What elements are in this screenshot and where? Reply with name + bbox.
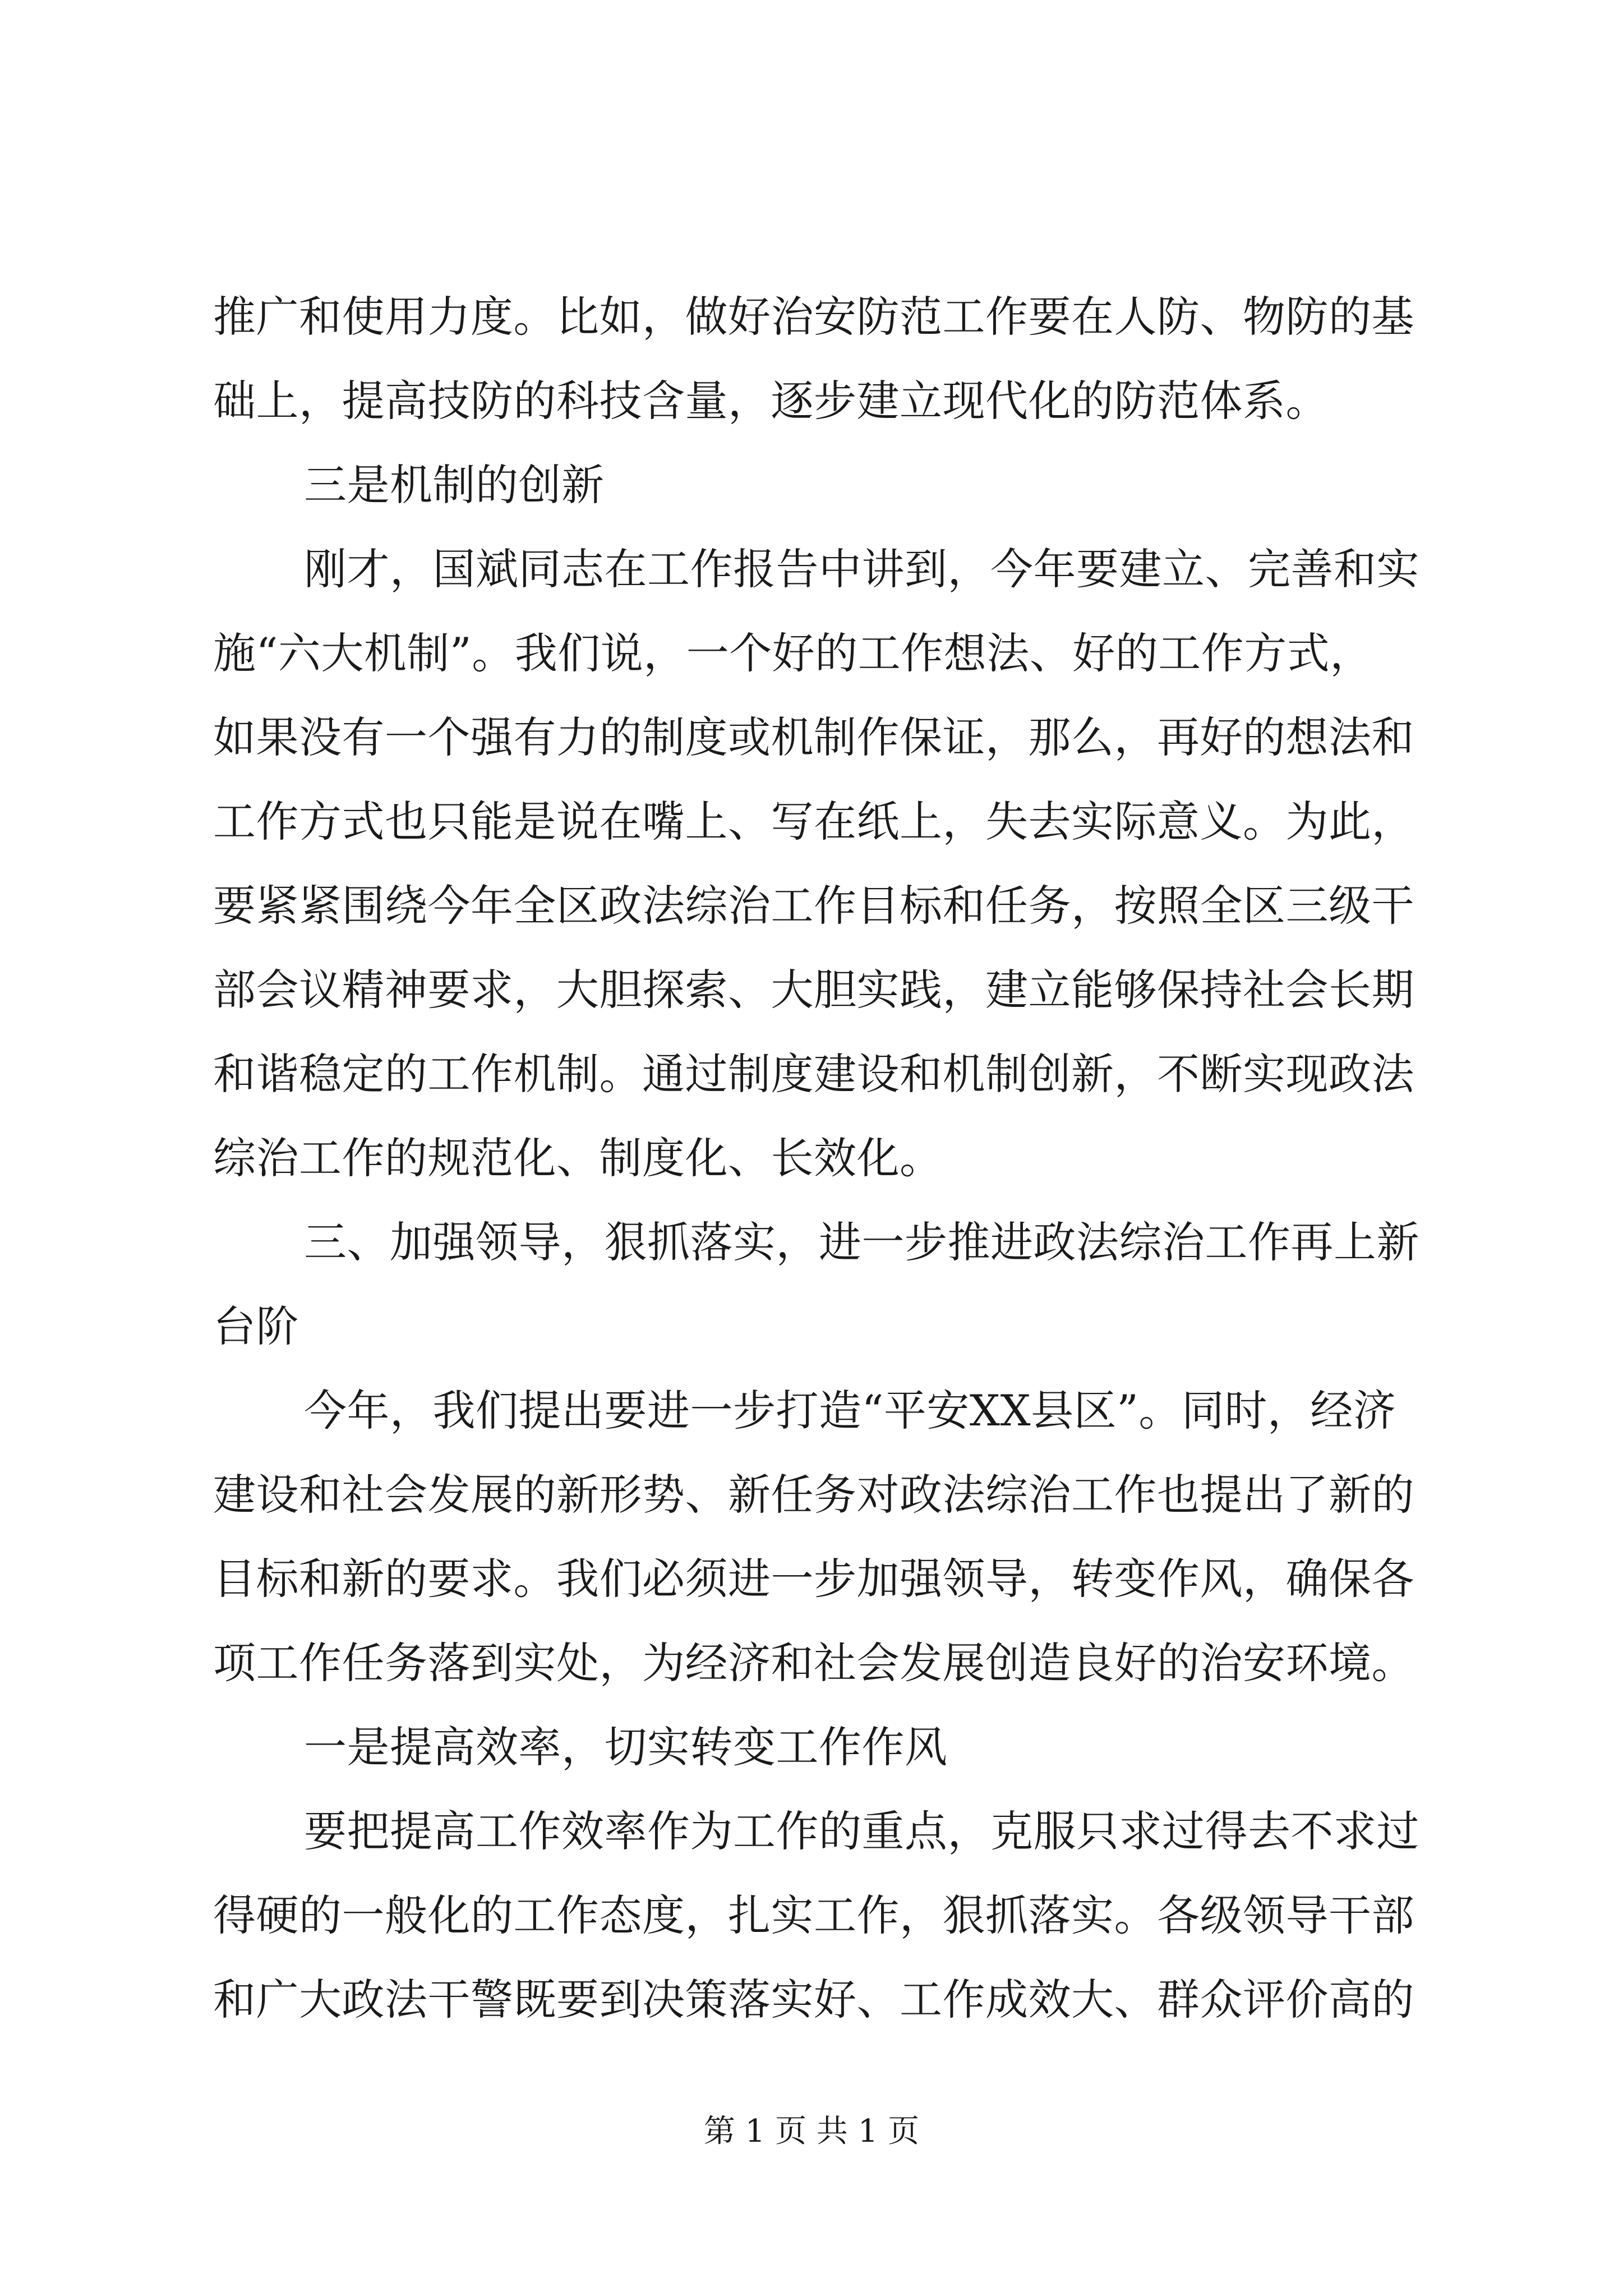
text-line: 础上，提高技防的科技含量，逐步建立现代化的防范体系。 — [213, 376, 1329, 426]
text-line: 工作方式也只能是说在嘴上、写在纸上，失去实际意义。为此， — [213, 797, 1414, 846]
text-line: 台阶 — [213, 1301, 299, 1351]
text-line: 刚才，国斌同志在工作报告中讲到，今年要建立、完善和实 — [304, 544, 1419, 594]
text-line: 三是机制的创新 — [304, 460, 605, 510]
text-line: 施“六大机制”。我们说，一个好的工作想法、好的工作方式， — [213, 628, 1373, 678]
text-line: 部会议精神要求，大胆探索、大胆实践，建立能够保持社会长期 — [213, 965, 1414, 1015]
text-line: 和谐稳定的工作机制。通过制度建设和机制创新，不断实现政法 — [213, 1049, 1414, 1099]
text-line: 要紧紧围绕今年全区政法综治工作目标和任务，按照全区三级干 — [213, 881, 1414, 931]
text-line: 今年，我们提出要进一步打造“平安XX县区”。同时，经济 — [304, 1386, 1396, 1435]
text-line: 要把提高工作效率作为工作的重点，克服只求过得去不求过 — [304, 1806, 1419, 1856]
text-line: 综治工作的规范化、制度化、长效化。 — [213, 1133, 943, 1183]
text-line: 建设和社会发展的新形势、新任务对政法综治工作也提出了新的 — [213, 1470, 1414, 1520]
text-line: 目标和新的要求。我们必须进一步加强领导，转变作风，确保各 — [213, 1554, 1414, 1604]
page-footer: 第 1 页 共 1 页 — [703, 2113, 920, 2150]
text-line: 一是提高效率，切实转变工作作风 — [304, 1722, 948, 1772]
text-line: 得硬的一般化的工作态度，扎实工作，狠抓落实。各级领导干部 — [213, 1890, 1414, 1940]
text-line: 推广和使用力度。比如，做好治安防范工作要在人防、物防的基 — [213, 292, 1414, 342]
text-line: 如果没有一个强有力的制度或机制作保证，那么，再好的想法和 — [213, 712, 1414, 762]
text-line: 三、加强领导，狠抓落实，进一步推进政法综治工作再上新 — [304, 1217, 1419, 1267]
text-line: 项工作任务落到实处，为经济和社会发展创造良好的治安环境。 — [213, 1638, 1414, 1688]
text-line: 和广大政法干警既要到决策落实好、工作成效大、群众评价高的 — [213, 1975, 1414, 2024]
document-body — [213, 275, 1419, 2042]
